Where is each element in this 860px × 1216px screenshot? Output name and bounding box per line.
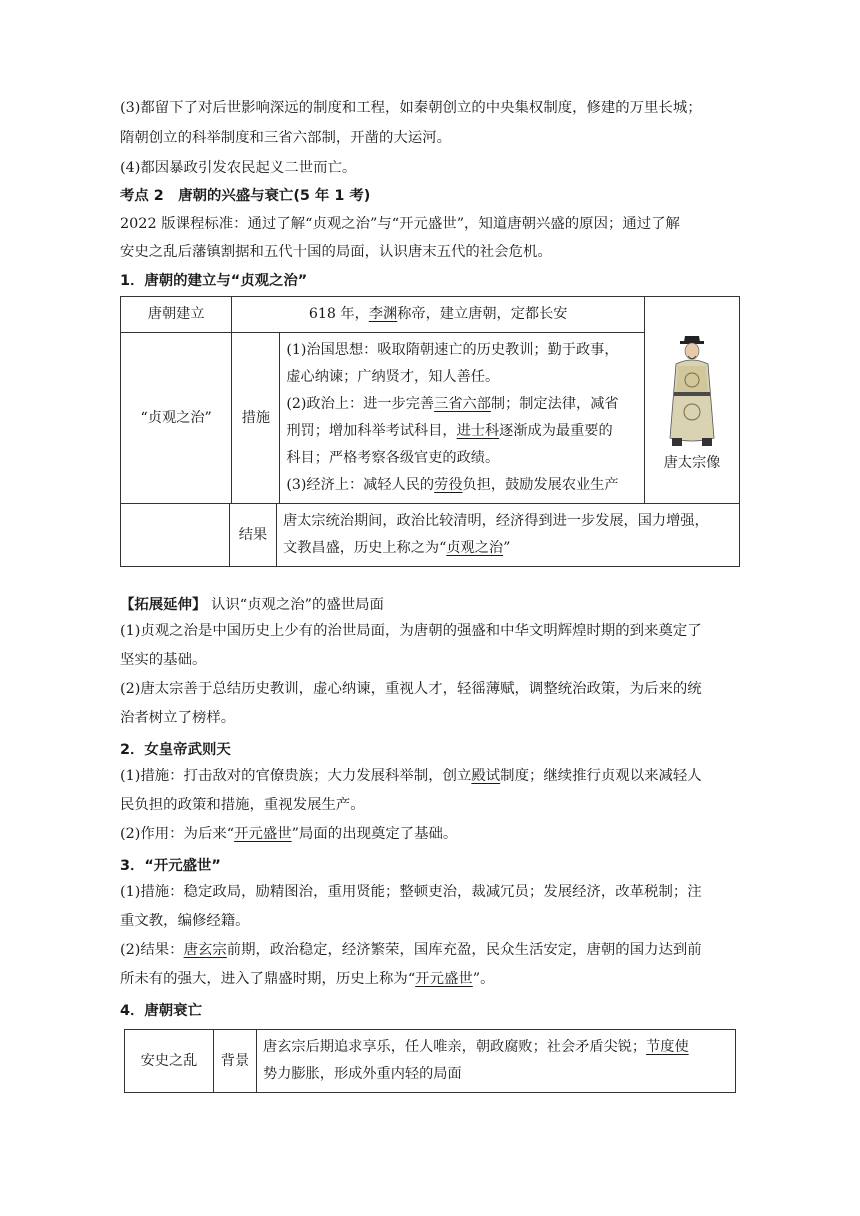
- intro-line: 隋朝创立的科举制度和三省六部制，开凿的大运河。: [120, 130, 451, 146]
- term-kaiyuan: 开元盛世: [234, 826, 292, 842]
- term-jiedushi: 节度使: [646, 1039, 689, 1055]
- extension-paragraph: (2)唐太宗善于总结历史教训，虚心纳谏，重视人才，轻徭薄赋，调整统治政策，为后来的统 治者树立了榜样。: [120, 681, 702, 726]
- part1-heading: 1．唐朝的建立与“贞观之治”: [120, 273, 308, 289]
- part4-heading: 4．唐朝衰亡: [120, 1003, 202, 1019]
- extension-tag: 【拓展延伸】: [120, 597, 207, 613]
- name-xuanzong: 唐玄宗: [183, 942, 227, 958]
- portrait-caption: 唐太宗像: [663, 455, 721, 471]
- term-corvee: 劳役: [434, 477, 463, 493]
- term-three-departments: 三省六部: [434, 396, 491, 412]
- cell-founding-content: 618 年，李渊称帝，建立唐朝，定都长安: [232, 297, 645, 333]
- document-page: [120, 96, 740, 1093]
- intro-line: (3)都留下了对后世影响深远的制度和工程，如秦朝创立的中央集权制度，修建的万里长城；: [120, 100, 702, 116]
- kaiyuan-measures: (1)措施：稳定政局，励精图治，重用贤能；整顿吏治，裁减冗员；发展经济，改革税制；注 重文教，编修经籍。: [120, 884, 702, 929]
- wu-zetian-measures: (1)措施：打击敌对的官僚贵族；大力发展科举制，创立殿试制度；继续推行贞观以来减轻人 民负担的政策和措施，重视发展生产。: [120, 768, 702, 813]
- portrait-cell: [644, 297, 739, 504]
- cell-result-label: 结果: [230, 504, 277, 567]
- cell-zhenguan-spacer: [121, 504, 230, 567]
- term-jinshi: 进士科: [456, 423, 500, 439]
- cell-anshi-label: 安史之乱: [125, 1030, 214, 1093]
- tang-result-table: [120, 503, 740, 567]
- cell-result-content: 唐太宗统治期间，政治比较清明，经济得到进一步发展，国力增强， 文教昌盛，历史上称之为“贞观之治”: [277, 504, 740, 567]
- cell-background-label: 背景: [214, 1030, 257, 1093]
- term-kaiyuan-2: 开元盛世: [415, 971, 473, 987]
- cell-founding-label: 唐朝建立: [121, 297, 232, 333]
- part2-heading: 2．女皇帝武则天: [120, 742, 231, 758]
- tang-decline-table: [124, 1029, 736, 1093]
- name-li-yuan: 李渊: [368, 306, 398, 322]
- cell-zhenguan-label: “贞观之治”: [121, 333, 232, 504]
- extension-paragraph: (1)贞观之治是中国历史上少有的治世局面，为唐朝的强盛和中华文明辉煌时期的到来奠定了 坚实的基础。: [120, 623, 702, 668]
- tang-founding-table: [120, 296, 740, 504]
- term-palace-exam: 殿试: [471, 768, 501, 784]
- curriculum-standard: 安史之乱后藩镇割据和五代十国的局面，认识唐末五代的社会危机。: [120, 244, 552, 260]
- wu-zetian-effect: (2)作用：为后来“开元盛世”局面的出现奠定了基础。: [120, 826, 458, 842]
- curriculum-standard: 2022 版课程标准：通过了解“贞观之治”与“开元盛世”，知道唐朝兴盛的原因；通过了解: [120, 216, 680, 232]
- kaiyuan-result: (2)结果：唐玄宗前期，政治稳定，经济繁荣，国库充盈，民众生活安定，唐朝的国力达到前 所未有的强大，进入了鼎盛时期，历史上称为“开元盛世”。: [120, 942, 702, 987]
- cell-measures-content: (1)治国思想：吸取隋朝速亡的历史教训；勤于政事， 虚心纳谏；广纳贤才，知人善任。 (2)政治上：进一步完善三省六部制；制定法律，减省 刑罚；增加科举考试科目，进士科逐渐成为最重要的 科目；严格考察各级官吏的政绩。 (3)经济上：减轻人民的劳役负担，鼓励发展农业生产: [280, 333, 645, 504]
- part3-heading: 3．“开元盛世”: [120, 858, 221, 874]
- cell-measures-label: 措施: [232, 333, 280, 504]
- section-title: 考点 2 唐朝的兴盛与衰亡(5 年 1 考): [120, 188, 371, 204]
- extension-title: 认识“贞观之治”的盛世局面: [210, 597, 384, 613]
- extension-heading: [120, 593, 740, 617]
- intro-line: (4)都因暴政引发农民起义二世而亡。: [120, 160, 357, 176]
- cell-background-content: 唐玄宗后期追求享乐，任人唯亲，朝政腐败；社会矛盾尖锐；节度使 势力膨胀，形成外重内轻的局面: [257, 1030, 736, 1093]
- emperor-taizong-portrait-icon: [662, 332, 722, 450]
- term-zhenguan: 贞观之治: [446, 540, 504, 556]
